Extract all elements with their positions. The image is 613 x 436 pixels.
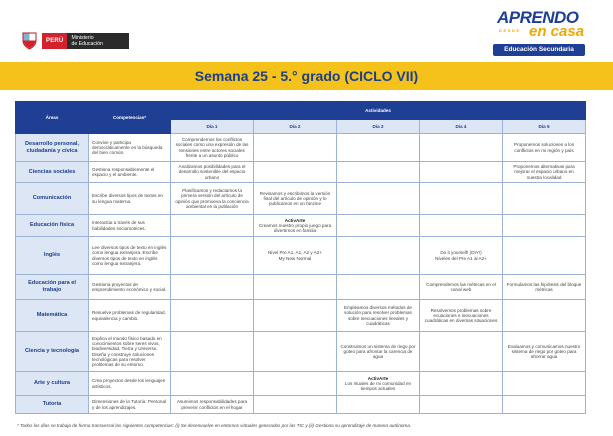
activity-text: Los rituales de mi comunidad en tiempos actuales (344, 380, 412, 392)
activity-cell (503, 396, 586, 414)
aprendo-en-casa-logo (493, 8, 587, 60)
activity-cell: Proponemos soluciones a los conflictos en mi región y país (503, 134, 586, 162)
footnote: * Todos los días se trabaja de forma transversal las siguientes competencias: (i) Se desenvuelve en entornos virtuales generados por las TIC y (ii) Gestiona su aprendizaje de manera autónoma. (17, 423, 412, 428)
activity-cell (503, 237, 586, 275)
table-row (16, 183, 586, 215)
ministry-header (22, 28, 129, 54)
activity-cell: Comprendemos los conflictos sociales como una expresión de las tensiones entre actores sociales frente a un asunto público (171, 134, 254, 162)
activity-cell (254, 215, 337, 237)
area-cell: Matemática (16, 300, 89, 332)
activarte-title: ActivArte (284, 217, 306, 223)
activity-cell: Construimos un sistema de riego por goteo para afrontar la carencia de agua (337, 332, 420, 372)
day-1-header: Día 1 (171, 120, 254, 134)
activity-cell: Asumimos responsabilidades para prevenir conflictos en el hogar (171, 396, 254, 414)
activity-cell: Comprendemos las métricas en el canal web (420, 275, 503, 300)
page-title: Semana 25 - 5.° grado (CICLO VII) (194, 68, 419, 84)
logo-aprendo: APRENDO (497, 8, 579, 27)
area-cell: Desarrollo personal, ciudadanía y cívica (16, 134, 89, 162)
activity-cell (420, 162, 503, 183)
table-row (16, 332, 586, 372)
activity-cell (503, 215, 586, 237)
table-row (16, 215, 586, 237)
activity-cell (171, 332, 254, 372)
activity-cell (420, 237, 503, 275)
activity-cell (171, 237, 254, 275)
activity-cell (337, 275, 420, 300)
activity-cell (254, 134, 337, 162)
activity-cell (254, 332, 337, 372)
activity-cell (337, 162, 420, 183)
table-row (16, 237, 586, 275)
activity-cell (420, 215, 503, 237)
logo-desde: DESDE (499, 28, 521, 33)
competencia-cell: Dimensiones de la Tutoría: Personal y de los aprendizajes. (89, 396, 171, 414)
day-4-header: Día 4 (420, 120, 503, 134)
competencia-cell: Lee diversos tipos de texto en inglés como lengua extranjera. Escribe diversos tipos de texto en inglés como lengua extranjera. (89, 237, 171, 275)
table-row (16, 300, 586, 332)
activity-subtext: Niveles del Pre A1 al A2+ (435, 255, 487, 261)
logo-level-badge: Educación Secundaria (493, 44, 585, 56)
activity-cell (420, 396, 503, 414)
logo-en-casa: en casa (529, 23, 585, 40)
peru-label: PERÚ (42, 33, 67, 49)
activity-cell (503, 372, 586, 396)
competencia-cell: Crea proyectos desde los lenguajes artísticos. (89, 372, 171, 396)
competencia-cell: Interactúa a través de sus habilidades sociomotrices. (89, 215, 171, 237)
activity-cell (171, 275, 254, 300)
activity-cell (254, 372, 337, 396)
actividades-header: Actividades (171, 102, 586, 120)
activity-cell: Evaluamos y comunicamos nuestro sistema de riego por goteo para ahorrar agua (503, 332, 586, 372)
activity-cell (337, 183, 420, 215)
activity-cell (171, 215, 254, 237)
schedule-table (15, 101, 586, 414)
day-5-header: Día 5 (503, 120, 586, 134)
activity-cell (337, 372, 420, 396)
activity-cell (337, 215, 420, 237)
area-cell: Educación para el trabajo (16, 275, 89, 300)
day-3-header: Día 3 (337, 120, 420, 134)
activity-cell (337, 237, 420, 275)
competencia-cell: Gestiona proyectos de emprendimiento económico y social. (89, 275, 171, 300)
table-row (16, 134, 586, 162)
activity-cell (503, 183, 586, 215)
activity-subtext: My New Normal (278, 255, 312, 261)
activity-cell (503, 300, 586, 332)
competencia-cell: Explica el mundo físico basado en conocimientos sobre seres vivos, biodiversidad, Tierra y Universo. Diseña y construye soluciones tecnológicas para resolver problemas de su entorno. (89, 332, 171, 372)
area-cell: Tutoría (16, 396, 89, 414)
activity-cell (254, 237, 337, 275)
peru-coat-of-arms-icon (22, 32, 37, 50)
activity-cell (171, 300, 254, 332)
area-cell: Arte y cultura (16, 372, 89, 396)
activity-cell (420, 332, 503, 372)
activity-text: Creamos nuestro propio juego para divertirnos en familia (258, 222, 332, 234)
activity-cell: Empleamos diversos métodos de solución para resolver problemas sobre inecuaciones lineales y cuadráticas (337, 300, 420, 332)
area-cell: Comunicación (16, 183, 89, 215)
activity-cell (254, 275, 337, 300)
competencia-cell: Escribe diversos tipos de textos en su lengua materna. (89, 183, 171, 215)
competencia-cell: Convive y participa democráticamente en la búsqueda del bien común. (89, 134, 171, 162)
ministry-line-1: Ministerio (71, 35, 94, 41)
activity-cell (254, 396, 337, 414)
table-row (16, 396, 586, 414)
ministry-logo (42, 33, 129, 49)
activity-cell (254, 300, 337, 332)
activity-cell (171, 372, 254, 396)
area-cell: Educación física (16, 215, 89, 237)
activity-cell: Analizamos posibilidades para el desarrollo sostenible del espacio urbano (171, 162, 254, 183)
header-row (16, 102, 586, 120)
activity-cell (337, 396, 420, 414)
activity-text: Nivel Pre A1, A1, A2 y A2+ (267, 250, 322, 256)
table-row (16, 162, 586, 183)
ministry-line-2: de Educación (71, 41, 103, 47)
competencia-cell: Resuelve problemas de regularidad, equivalencia y cambio. (89, 300, 171, 332)
area-cell: Inglés (16, 237, 89, 275)
activity-cell (420, 372, 503, 396)
competencia-cell: Gestiona responsablemente el espacio y el ambiente. (89, 162, 171, 183)
activity-text: Do it yourself! (DIY!) (440, 250, 482, 256)
table-row (16, 275, 586, 300)
activity-cell (420, 183, 503, 215)
activarte-title: ActivArte (367, 375, 389, 381)
activity-cell (420, 134, 503, 162)
day-2-header: Día 2 (254, 120, 337, 134)
area-cell: Ciencias sociales (16, 162, 89, 183)
activity-cell (337, 134, 420, 162)
areas-header: Áreas (16, 102, 89, 134)
area-cell: Ciencia y tecnología (16, 332, 89, 372)
table-row (16, 372, 586, 396)
activity-cell (254, 162, 337, 183)
competencias-header: Competencias* (89, 102, 171, 134)
activity-cell: Resolvemos problemas sobre ecuaciones e inecuaciones cuadráticas en diversas situaciones (420, 300, 503, 332)
activity-cell: Planificamos y redactamos la primera versión del artículo de opinión que promueva la conciencia ambiental en la población (171, 183, 254, 215)
activity-cell: Proponemos alternativas para mejorar el espacio urbano en nuestra localidad (503, 162, 586, 183)
activity-cell: Revisamos y escribimos la versión final del artículo de opinión y lo publicamos en un fanzine (254, 183, 337, 215)
activity-cell: Formulamos las hipótesis del bloque métricas (503, 275, 586, 300)
ministry-label (67, 33, 128, 49)
